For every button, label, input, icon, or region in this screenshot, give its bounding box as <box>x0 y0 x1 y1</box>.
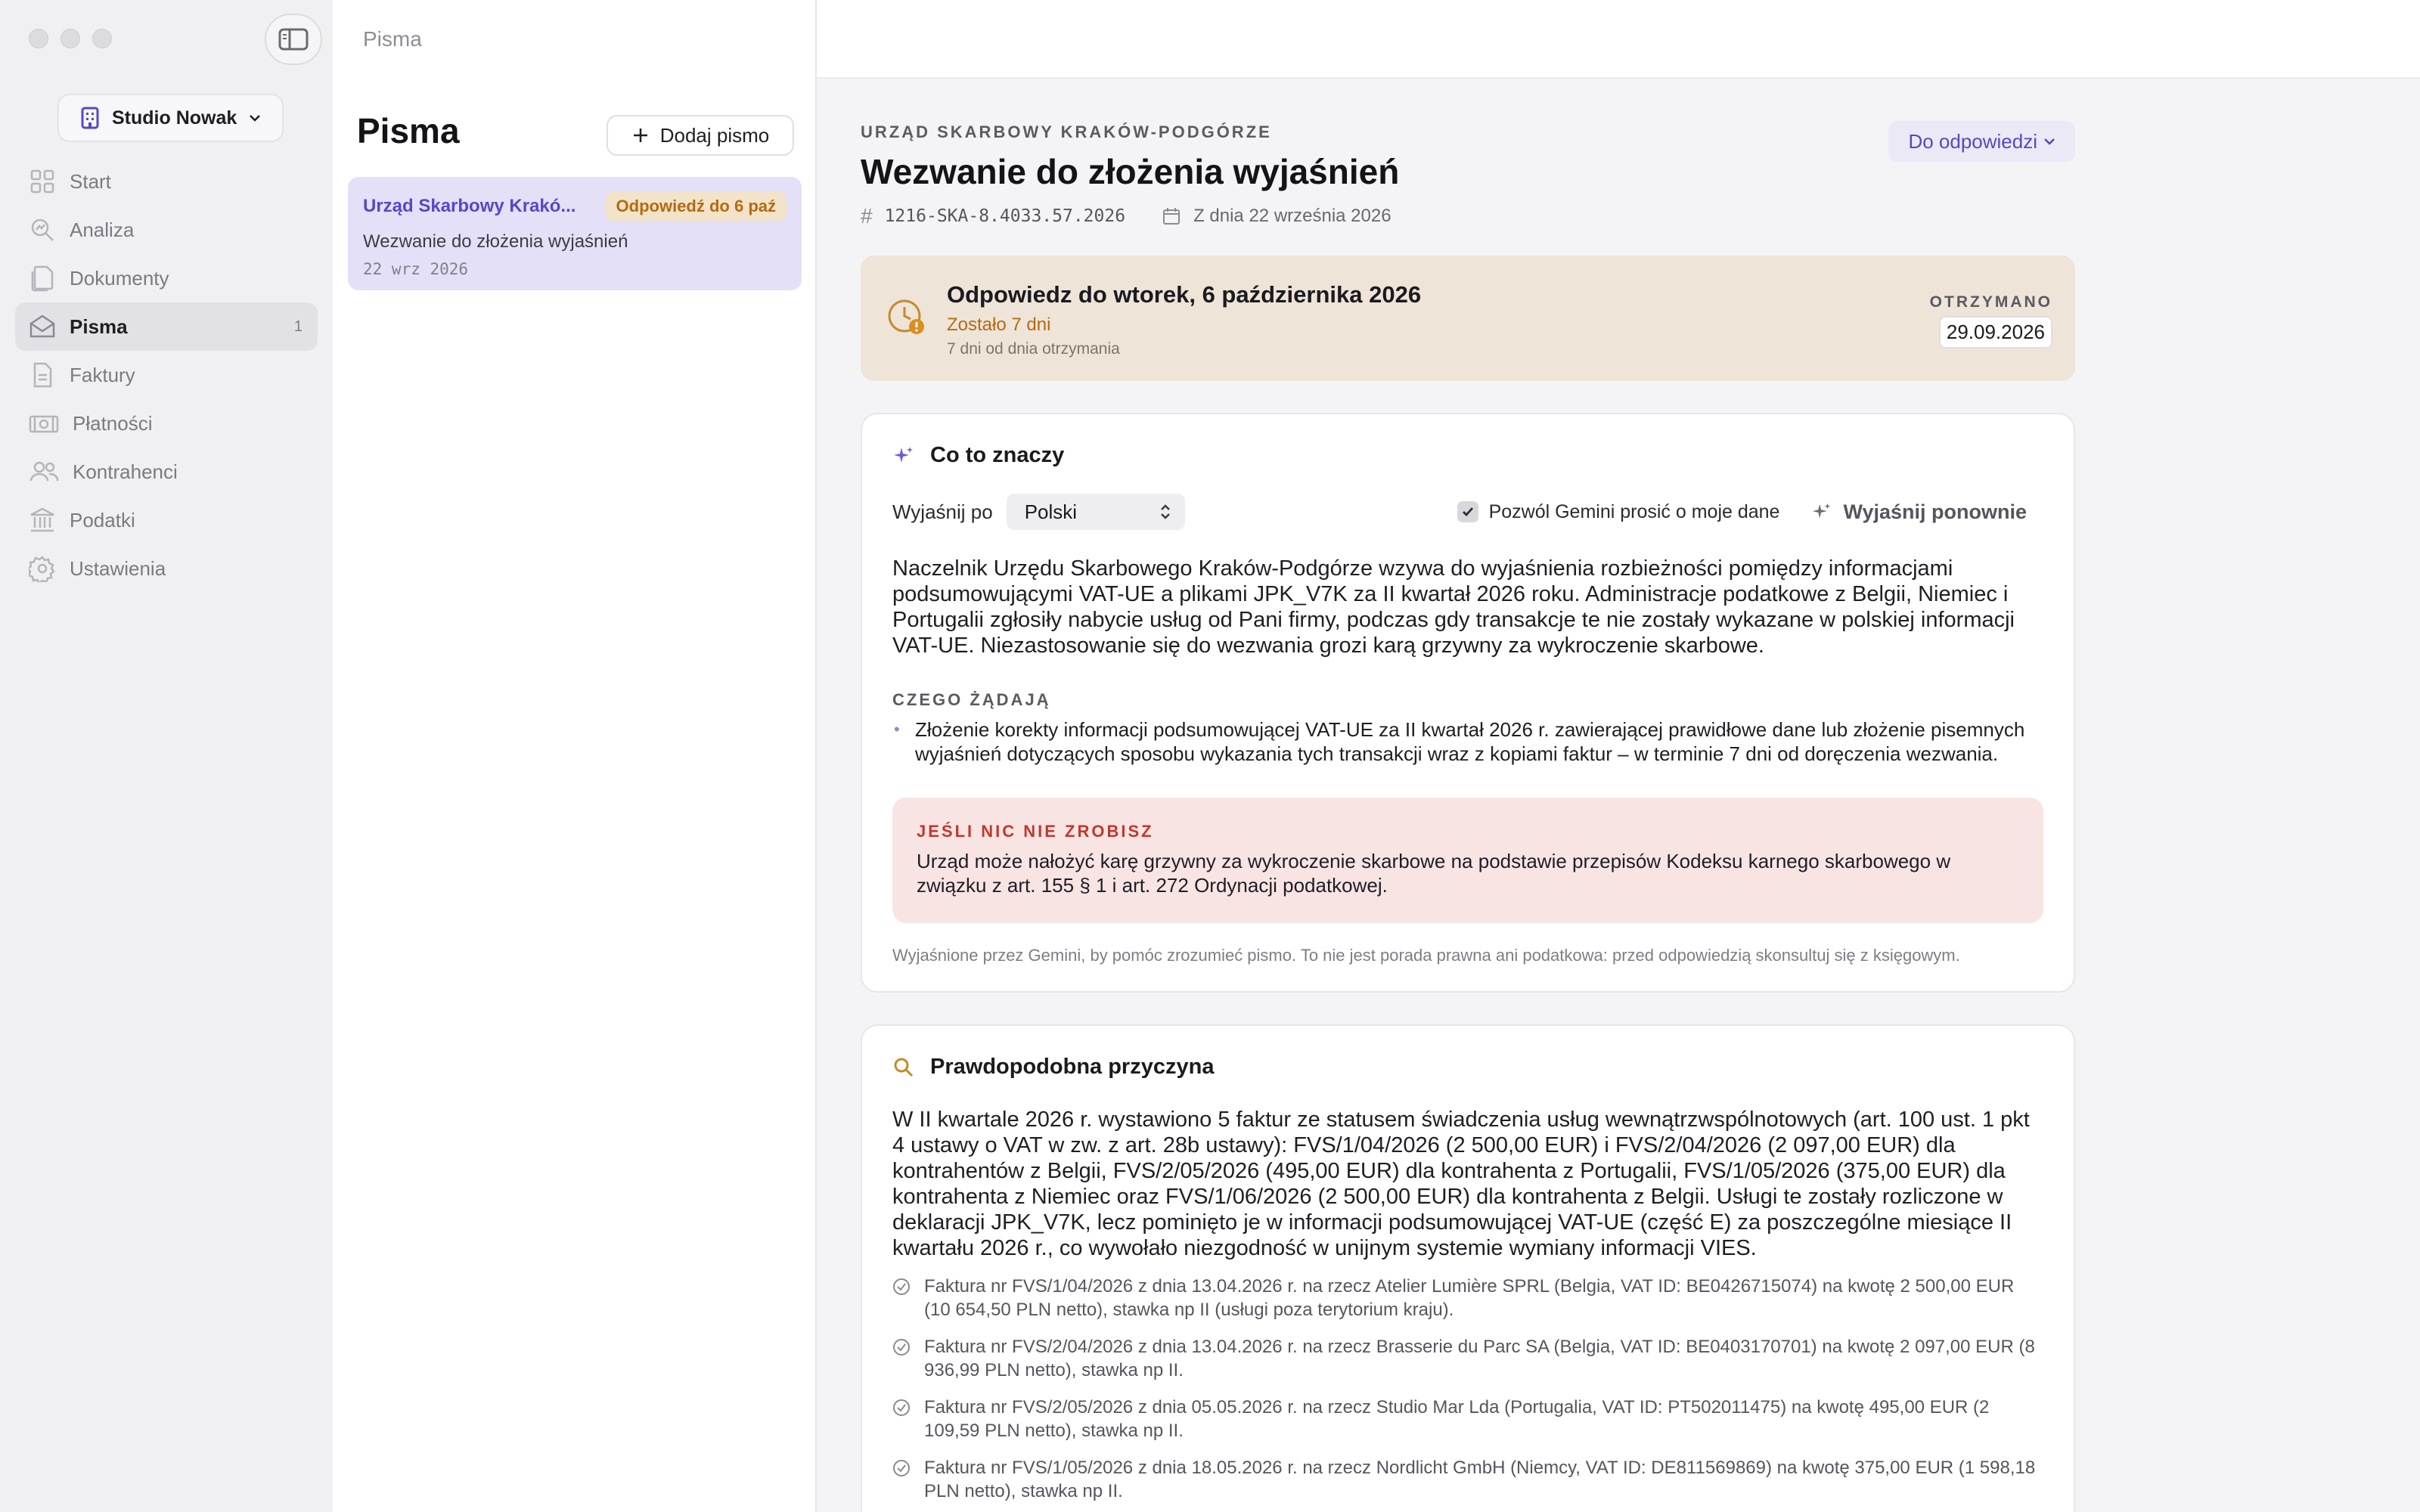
sidebar-item-label: Podatki <box>70 508 135 531</box>
deadline-title: Odpowiedz do wtorek, 6 października 2026 <box>947 281 1422 308</box>
sparkle-icon <box>1811 501 1832 522</box>
detail-content <box>861 79 2075 1512</box>
cause-paragraph: W II kwartale 2026 r. wystawiono 5 faktur ze statusem świadczenia usług wewnątrzwspólnotowych (art. 100 ust. 1 pkt 4 ustawy o VAT w zw. z art. 28b ustawy): FVS/1/04/2026 (2 500,00 EUR) i FVS/2/04/2026 (2 097,00 EUR) dla kontrahentów z Belgii, FVS/2/05/2026 (495,00 EUR) dla kontrahenta z Portugalii, FVS/1/05/2026 (375,00 EUR) dla kontrahenta z Niemiec oraz FVS/1/06/2026 (2 500,00 EUR) dla kontrahenta z Belgii. Usługi te zostały rozliczone w deklaracji JPK_V7K, lecz pominięto je w informacji podsumowującej VAT-UE (część E) za poszczególne miesiące II kwartału 2026 r., co wywołało niezgodność w unijnym systemie wymiany informacji VIES. <box>892 1108 2030 1260</box>
invoice-text: Faktura nr FVS/1/05/2026 z dnia 18.05.2026 r. na rzecz Nordlicht GmbH (Niemcy, VAT ID: DE811569869) na kwotę 375,00 EUR (1 598,18 PLN netto), stawka np II. <box>924 1458 2036 1501</box>
sidebar-item-label: Ustawienia <box>70 556 166 580</box>
invoice-icon <box>29 361 56 389</box>
chevron-down-icon <box>2043 137 2055 146</box>
letter-detail <box>817 0 2420 1512</box>
meaning-heading: Co to znaczy <box>930 443 1065 467</box>
cause-heading: Prawdopodobna przyczyna <box>930 1055 1215 1079</box>
reference-number: 1216-SKA-8.4033.57.2026 <box>884 206 1126 226</box>
consequence-box <box>892 798 2043 923</box>
list-item <box>892 1456 2043 1503</box>
letter-date: Z dnia 22 września 2026 <box>1193 206 1392 226</box>
sidebar-item-label: Analiza <box>70 218 135 241</box>
consequence-text: Urząd może nałożyć karę grzywny za wykroczenie skarbowe na podstawie przepisów Kodeksu karnego skarbowego w związku z art. 155 § 1 i art. 272 Ordynacji podatkowej. <box>917 850 1951 897</box>
check-circle-icon <box>892 1278 911 1296</box>
plus-icon <box>631 126 650 144</box>
zoom-window-button[interactable] <box>92 29 112 48</box>
allow-data-toggle[interactable] <box>1457 501 1780 523</box>
letter-subject: Wezwanie do złożenia wyjaśnień <box>363 231 628 252</box>
invoice-text: Faktura nr FVS/1/04/2026 z dnia 13.04.2026 r. na rzecz Atelier Lumière SPRL (Belgia, VAT ID: BE0426715074) na kwotę 2 500,00 EUR (10 654,50 PLN netto), stawka np II (usługi poza terytorium kraju). <box>924 1276 2015 1320</box>
grid-icon <box>29 168 56 195</box>
allow-data-checkbox[interactable] <box>1457 501 1478 522</box>
received-date <box>1930 293 2052 349</box>
sidebar-item-podatki[interactable] <box>15 496 318 544</box>
issuing-office: URZĄD SKARBOWY KRAKÓW-PODGÓRZE <box>861 122 1272 141</box>
invoice-text: Faktura nr FVS/2/05/2026 z dnia 05.05.2026 r. na rzecz Studio Mar Lda (Portugalia, VAT ID: PT502011475) na kwotę 495,00 EUR (2 109,59 PLN netto), stawka np II. <box>924 1397 1990 1441</box>
demands-list <box>892 717 2043 766</box>
letter-title: Wezwanie do złożenia wyjaśnień <box>861 152 1400 191</box>
consequence-label: JEŚLI NIC NIE ZROBISZ <box>917 822 1154 841</box>
letter-list-item[interactable] <box>348 177 802 290</box>
minimize-window-button[interactable] <box>60 29 80 48</box>
letter-sender: Urząd Skarbowy Krakó... <box>363 196 576 216</box>
window-controls <box>29 29 112 48</box>
magnifier-icon <box>892 1056 915 1079</box>
reexplain-label: Wyjaśnij ponownie <box>1843 500 2027 523</box>
sidebar-item-analiza[interactable] <box>15 206 318 254</box>
add-letter-button[interactable] <box>607 115 794 156</box>
list-title: Pisma <box>357 111 460 150</box>
sidebar-icon <box>278 28 309 51</box>
sidebar <box>0 0 333 1512</box>
envelope-icon <box>29 313 56 340</box>
sidebar-item-ustawienia[interactable] <box>15 544 318 593</box>
letter-meta <box>861 204 2075 228</box>
explain-controls <box>892 494 2043 530</box>
sidebar-item-label: Pisma <box>70 314 128 338</box>
sidebar-item-start[interactable] <box>15 157 318 206</box>
check-circle-icon <box>892 1399 911 1417</box>
calendar-icon <box>1162 206 1181 226</box>
unread-count: 1 <box>293 318 302 335</box>
banknote-icon <box>29 410 59 437</box>
sidebar-item-label: Kontrahenci <box>73 460 178 483</box>
list-item <box>892 1396 2043 1442</box>
clock-alert-icon <box>886 296 927 337</box>
explain-label: Wyjaśnij po <box>892 500 993 523</box>
sidebar-item-label: Start <box>70 169 111 193</box>
sidebar-item-dokumenty[interactable] <box>15 254 318 302</box>
ai-disclaimer: Wyjaśnione przez Gemini, by pomóc zrozumieć pismo. To nie jest porada prawna ani podatkowa: przed odpowiedzią skonsultuj się z księgowym. <box>892 946 1960 965</box>
check-circle-icon <box>892 1338 911 1356</box>
meaning-paragraph: Naczelnik Urzędu Skarbowego Kraków-Podgórze wzywa do wyjaśnienia rozbieżności pomiędzy informacjami podsumowującymi VAT-UE a plikami JPK_V7K za II kwartał 2026 roku. Administracje podatkowe z Belgii, Niemiec i Portugalii zgłosiły nabycie usług od Pani firmy, podczas gdy transakcje te nie zostały wykazane w polskiej informacji VAT-UE. Niezastosowanie się do wezwania grozi karą grzywny za wykroczenie skarbowe. <box>892 556 2015 658</box>
letter-date: 22 wrz 2026 <box>363 260 469 278</box>
list-item: • Złożenie korekty informacji podsumowującej VAT-UE za II kwartał 2026 r. zawierającej prawidłowe dane lub złożenie pisemnych wyjaśnień dotyczących sposobu wykazania tych transakcji wraz z kopiami faktur – w terminie 7 dni od doręczenia wezwania. <box>892 717 2043 766</box>
days-left: Zostało 7 dni <box>947 314 1051 335</box>
sidebar-nav <box>15 157 318 593</box>
meaning-card <box>861 413 2075 993</box>
cause-card <box>861 1024 2075 1512</box>
window-title: Pisma <box>363 27 422 51</box>
documents-icon <box>29 265 56 292</box>
chevron-down-icon <box>249 113 261 122</box>
workspace-name: Studio Nowak <box>112 107 237 129</box>
letters-list-pane <box>333 0 817 1512</box>
status-dropdown[interactable] <box>1888 121 2075 162</box>
building-icon <box>80 107 100 129</box>
received-value[interactable]: 29.09.2026 <box>1939 316 2052 349</box>
status-label: Do odpowiedzi <box>1908 129 2037 153</box>
close-window-button[interactable] <box>29 29 48 48</box>
list-item <box>892 1335 2043 1382</box>
sidebar-item-label: Płatności <box>73 411 153 435</box>
search-chart-icon <box>29 216 56 243</box>
deadline-note: 7 dni od dnia otrzymania <box>947 340 1120 358</box>
sidebar-item-faktury[interactable] <box>15 351 318 399</box>
invoice-text: Faktura nr FVS/2/04/2026 z dnia 13.04.2026 r. na rzecz Brasserie du Parc SA (Belgia, VAT ID: BE0403170701) na kwotę 2 097,00 EUR (8 936,99 PLN netto), stawka np II. <box>924 1337 2035 1380</box>
reexplain-button[interactable] <box>1811 500 2027 524</box>
sparkle-icon <box>892 445 915 467</box>
sidebar-item-label: Dokumenty <box>70 266 169 290</box>
language-value: Polski <box>1024 500 1078 523</box>
check-circle-icon <box>892 1459 911 1477</box>
received-label: OTRZYMANO <box>1929 293 2052 311</box>
invoice-list <box>892 1275 2043 1503</box>
sidebar-item-platnosci[interactable] <box>15 399 318 448</box>
toolbar <box>817 0 2420 79</box>
checkmark-icon <box>1461 505 1475 519</box>
bank-icon <box>29 507 56 534</box>
allow-data-label: Pozwól Gemini prosić o moje dane <box>1488 500 1780 522</box>
chevron-updown-icon <box>1159 503 1171 521</box>
add-letter-label: Dodaj pismo <box>659 123 770 147</box>
language-select[interactable] <box>1007 494 1185 530</box>
sidebar-item-pisma[interactable] <box>15 302 318 351</box>
hash-icon: # <box>861 204 873 228</box>
sidebar-item-label: Faktury <box>70 363 135 386</box>
people-icon <box>29 458 59 485</box>
due-badge: Odpowiedź do 6 paź <box>606 192 786 221</box>
deadline-banner <box>861 256 2075 381</box>
workspace-switcher[interactable] <box>57 94 284 142</box>
sidebar-toggle-button[interactable] <box>265 14 322 65</box>
list-item <box>892 1275 2043 1321</box>
gear-icon <box>29 555 56 582</box>
sidebar-item-kontrahenci[interactable] <box>15 448 318 496</box>
demands-label: CZEGO ŻĄDAJĄ <box>892 690 1051 709</box>
